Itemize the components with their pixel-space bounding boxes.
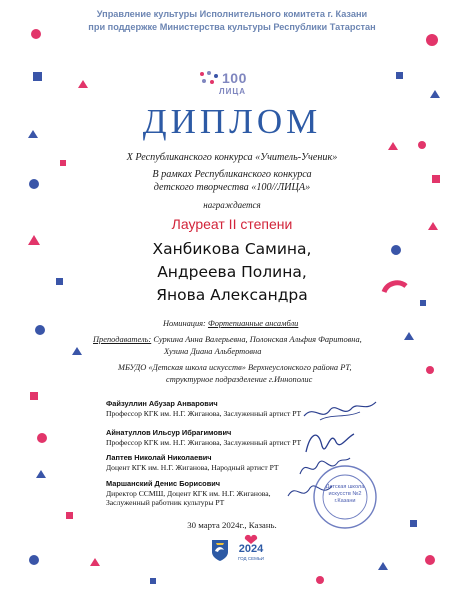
jury-member <box>106 399 301 418</box>
teachers <box>93 334 362 346</box>
teachers-label: Преподаватель: <box>93 335 152 344</box>
deco-triangle <box>378 562 388 570</box>
contest-line-2: В рамках Республиканского конкурса <box>152 169 312 180</box>
deco-circle <box>418 141 426 149</box>
deco-circle <box>426 366 434 374</box>
deco-triangle <box>90 558 100 566</box>
deco-circle <box>426 34 438 46</box>
stamp-line-3: г.Казани <box>334 498 356 504</box>
header-line-2: при поддержке Министерства культуры Республики Татарстан <box>88 22 376 32</box>
deco-square <box>66 512 73 519</box>
contest-line-3: детского творчества «100//ЛИЦА» <box>153 182 311 193</box>
jury-title: Директор ССМШ, Доцент КГК им. Н.Г. Жиганова, <box>106 488 271 498</box>
teachers-line-2: Хузина Диана Альбертовна <box>164 347 262 356</box>
deco-circle <box>425 555 435 565</box>
jury-name: Лаптев Николай Николаевич <box>106 453 212 462</box>
deco-triangle <box>78 80 88 88</box>
deco-circle <box>35 325 45 335</box>
deco-triangle <box>388 142 398 150</box>
jury-title: Профессор КГК им. Н.Г. Жиганова, Заслуженный артист РТ <box>106 437 302 447</box>
deco-circle <box>316 576 324 584</box>
contest-logo <box>198 70 268 100</box>
recipient-name: Андреева Полина, <box>157 263 307 281</box>
kazan-emblem-icon <box>210 538 230 562</box>
deco-square <box>33 72 42 81</box>
jury-title: Доцент КГК им. Н.Г. Жиганова, Народный артист РТ <box>106 462 279 472</box>
deco-square <box>30 392 38 400</box>
deco-circle <box>29 555 39 565</box>
diploma-title: ДИПЛОМ <box>142 102 322 141</box>
jury-name: Маршанский Денис Борисович <box>106 479 221 488</box>
jury-title: Профессор КГК им. Н.Г. Жиганова, Заслуженный артист РТ <box>106 408 302 418</box>
deco-triangle <box>404 332 414 340</box>
year-caption: ГОД СЕМЬИ <box>237 556 265 561</box>
jury-title-2: Заслуженный работник культуры РТ <box>106 498 225 507</box>
stamp-line-2: искусств №2 <box>328 491 362 497</box>
jury-member <box>106 428 301 447</box>
year-number: 2024 <box>238 543 264 555</box>
jury-member <box>106 453 279 472</box>
deco-square <box>150 578 156 584</box>
jury-name: Файзуллин Абузар Анварович <box>106 399 218 408</box>
deco-circle <box>37 433 47 443</box>
deco-square <box>396 72 403 79</box>
jury-member <box>106 479 271 508</box>
nomination-value: Фортепианные ансамбли <box>207 319 299 328</box>
jury-name: Айнатуллов Ильсур Ибрагимович <box>106 428 232 437</box>
recipient-name: Ханбикова Самина, <box>152 240 312 258</box>
date-place: 30 марта 2024г., Казань. <box>187 520 277 530</box>
contest-line-1: X Республиканского конкурса «Учитель-Ученик» <box>126 152 338 163</box>
stamp-text <box>312 484 378 505</box>
school-line-2: структурное подразделение г.Иннополис <box>166 375 313 384</box>
nomination-label: Номинация: <box>163 319 206 328</box>
signature-1 <box>300 396 380 426</box>
deco-triangle <box>36 470 46 478</box>
year-of-family-logo <box>234 536 268 564</box>
recipient-name: Янова Александра <box>156 286 308 304</box>
deco-triangle <box>72 347 82 355</box>
school-line-1: МБУДО «Детская школа искусств» Верхнеуслонского района РТ, <box>118 363 352 372</box>
logo-word: ЛИЦА <box>219 87 246 96</box>
teachers-line-1: Суркина Анна Валерьевна, Полонская Альфия Фаритовна, <box>153 335 362 344</box>
logo-number: 100 <box>222 70 247 86</box>
laureate-degree: Лауреат II степени <box>171 216 293 232</box>
deco-triangle <box>430 90 440 98</box>
logo-dots-icon <box>198 70 220 90</box>
nomination <box>163 318 298 330</box>
awarded-text: награждается <box>203 200 261 210</box>
header-line-1: Управление культуры Исполнительного комитета г. Казани <box>96 9 368 19</box>
stamp-line-1: Детская школа <box>325 484 365 490</box>
